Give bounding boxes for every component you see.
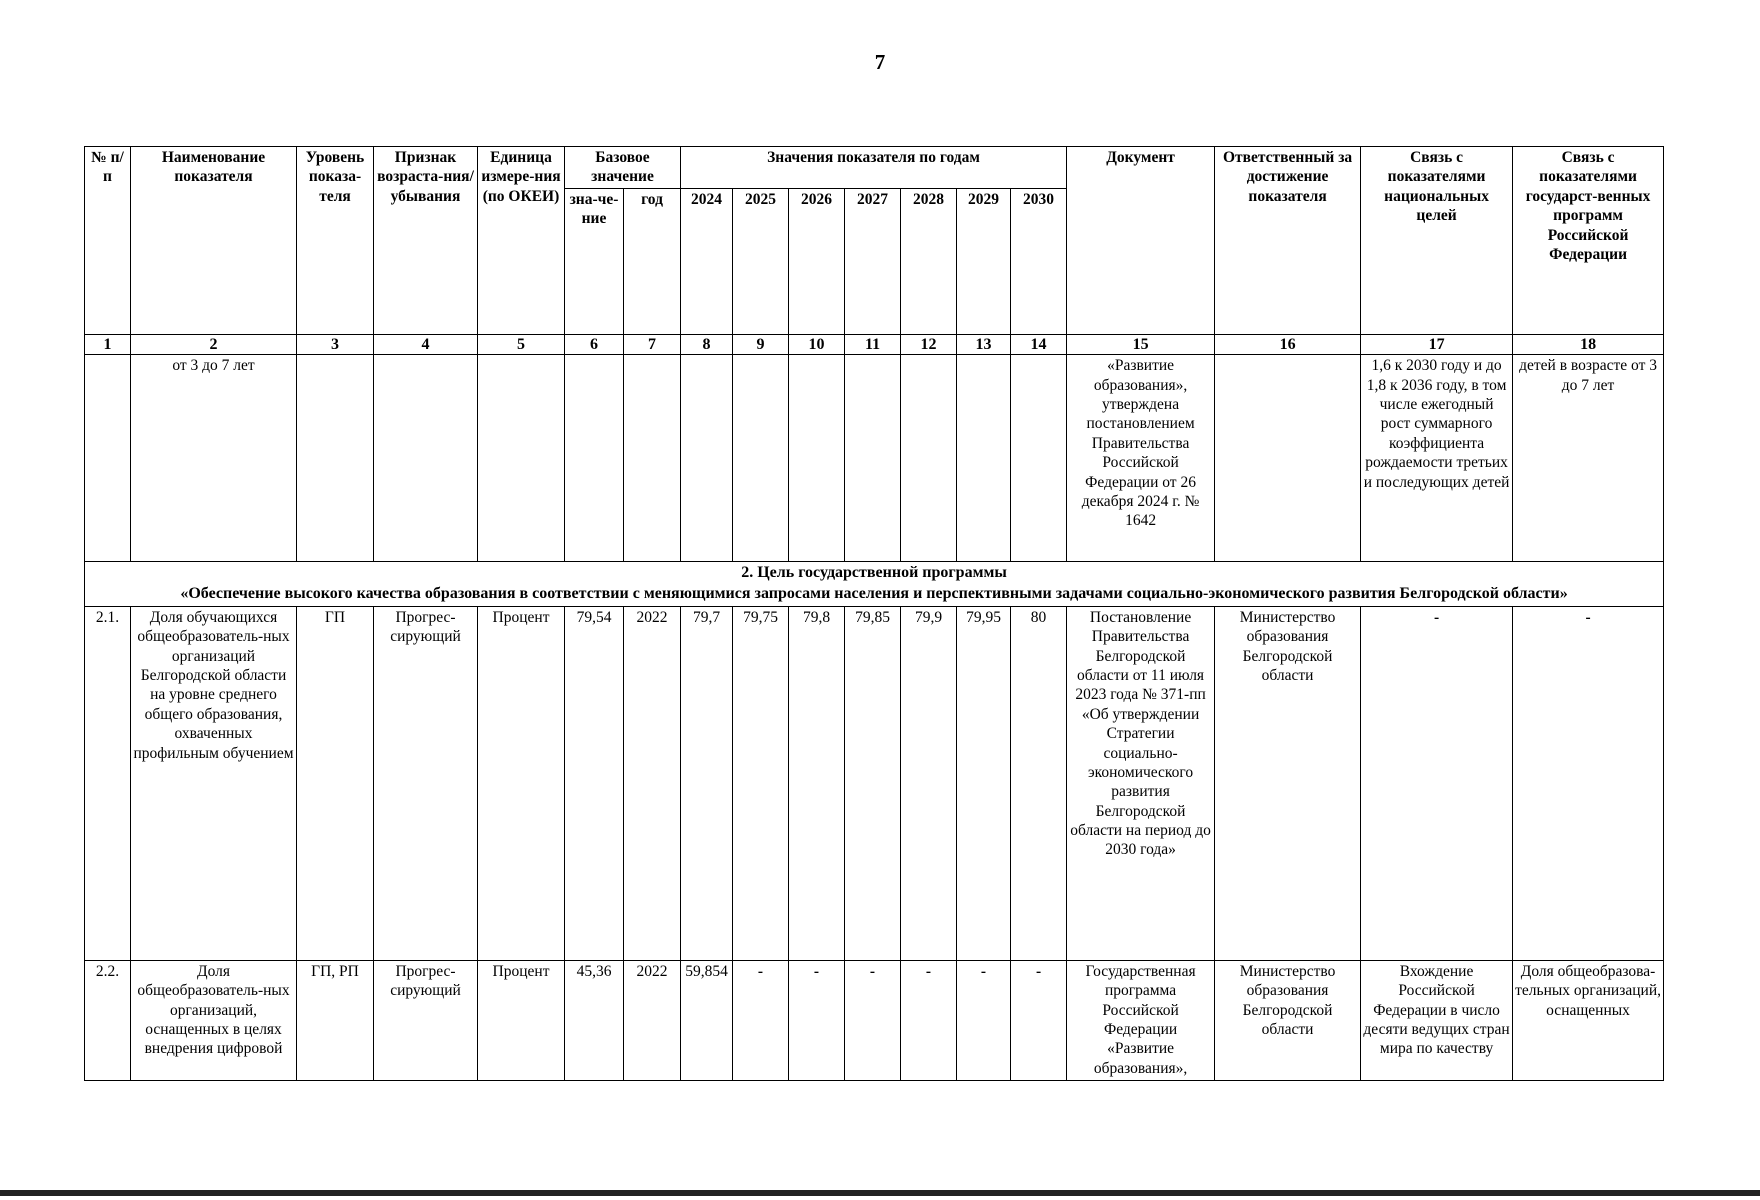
cell-num: 2.1. [85,606,131,960]
cell-name: Доля общеобразователь-ных организаций, оснащенных в целях внедрения цифровой [131,960,297,1080]
goal-text: «Обеспечение высокого качества образования в соответствии с меняющимися запросами населения и перспективными задачами социально-экономического развития Белгородской области» [180,585,1568,603]
cell-level: ГП, РП [297,960,374,1080]
header-trend: Признак возраста-ния/ убывания [374,147,478,335]
column-number: 6 [565,334,624,355]
header-year: 2024 [681,188,733,334]
cell-national-goals: 1,6 к 2030 году и до 1,8 к 2036 году, в том числе ежегодный рост суммарного коэффициента рождаемости третьих и последующих детей [1361,355,1513,562]
cell-unit: Процент [478,606,565,960]
cell-name: от 3 до 7 лет [131,355,297,562]
cell-document: Постановление Правительства Белгородской области от 11 июля 2023 года № 371-пп «Об утверждении Стратегии социально-экономического развития Белгородской области на период до 2030 года» [1067,606,1215,960]
cell-year-value: - [733,960,789,1080]
cell-national-goals: - [1361,606,1513,960]
header-name: Наименование показателя [131,147,297,335]
column-number: 3 [297,334,374,355]
column-number: 15 [1067,334,1215,355]
cell-responsible: Министерство образования Белгородской области [1215,960,1361,1080]
header-base-year: год [624,188,681,334]
header-year: 2028 [901,188,957,334]
cell-document: Государственная программа Российской Федерации «Развитие образования», [1067,960,1215,1080]
header-year: 2030 [1011,188,1067,334]
cell-state-programs: - [1513,606,1664,960]
header-year: 2027 [845,188,901,334]
header-year: 2025 [733,188,789,334]
cell-year-value: - [957,960,1011,1080]
page-number: 7 [874,50,886,74]
cell-level: ГП [297,606,374,960]
column-number: 13 [957,334,1011,355]
column-number: 4 [374,334,478,355]
column-number: 7 [624,334,681,355]
header-num: № п/п [85,147,131,335]
column-number: 2 [131,334,297,355]
continuation-row [85,355,1664,562]
cell-national-goals: Вхождение Российской Федерации в число десяти ведущих стран мира по качеству [1361,960,1513,1080]
cell-year-value: - [1011,960,1067,1080]
cell-base-value: 79,54 [565,606,624,960]
column-number: 5 [478,334,565,355]
header-year: 2026 [789,188,845,334]
cell-base-year: 2022 [624,606,681,960]
goal-cell [85,562,1664,607]
cell-trend: Прогрес-сирующий [374,960,478,1080]
cell-year-value: 80 [1011,606,1067,960]
goal-row [85,562,1664,607]
column-number: 11 [845,334,901,355]
cell-year-value: 79,75 [733,606,789,960]
header-unit: Единица измере-ния (по ОКЕИ) [478,147,565,335]
cell-responsible: Министерство образования Белгородской области [1215,606,1361,960]
column-numbers-row [85,334,1664,355]
table-row [85,606,1664,960]
column-number: 18 [1513,334,1664,355]
column-number: 17 [1361,334,1513,355]
column-number: 10 [789,334,845,355]
header-base-value: зна-че-ние [565,188,624,334]
column-number: 8 [681,334,733,355]
header-year: 2029 [957,188,1011,334]
header-national-goals: Связь с показателями национальных целей [1361,147,1513,335]
cell-num [85,355,131,562]
cell-year-value: 79,85 [845,606,901,960]
cell-responsible [1215,355,1361,562]
cell-year-value: 79,8 [789,606,845,960]
cell-num: 2.2. [85,960,131,1080]
column-number: 1 [85,334,131,355]
header-base: Базовое значение [565,147,681,189]
cell-year-value: - [845,960,901,1080]
cell-base-year: 2022 [624,960,681,1080]
cell-base-value: 45,36 [565,960,624,1080]
cell-year-value: - [789,960,845,1080]
cell-year-value: 79,7 [681,606,733,960]
header-state-programs: Связь с показателями государст-венных программ Российской Федерации [1513,147,1664,335]
table-row [85,960,1664,1080]
cell-unit: Процент [478,960,565,1080]
column-number: 9 [733,334,789,355]
cell-state-programs: детей в возрасте от 3 до 7 лет [1513,355,1664,562]
cell-year-value: - [901,960,957,1080]
header-responsible: Ответственный за достижение показателя [1215,147,1361,335]
cell-name: Доля обучающихся общеобразователь-ных организаций Белгородской области на уровне среднего общего образования, охваченных профильным обучением [131,606,297,960]
cell-year-value: 79,95 [957,606,1011,960]
column-number: 14 [1011,334,1067,355]
goal-title: 2. Цель государственной программы [741,564,1007,582]
header-years-group: Значения показателя по годам [681,147,1067,189]
header-level: Уровень показа-теля [297,147,374,335]
scan-edge-bar [0,1190,1760,1196]
indicators-table [84,146,1664,1081]
column-number: 12 [901,334,957,355]
cell-document: «Развитие образования», утверждена постановлением Правительства Российской Федерации от 26 декабря 2024 г. № 1642 [1067,355,1215,562]
cell-trend: Прогрес-сирующий [374,606,478,960]
cell-state-programs: Доля общеобразова-тельных организаций, оснащенных [1513,960,1664,1080]
cell-year-value: 59,854 [681,960,733,1080]
cell-year-value: 79,9 [901,606,957,960]
header-document: Документ [1067,147,1215,335]
column-number: 16 [1215,334,1361,355]
